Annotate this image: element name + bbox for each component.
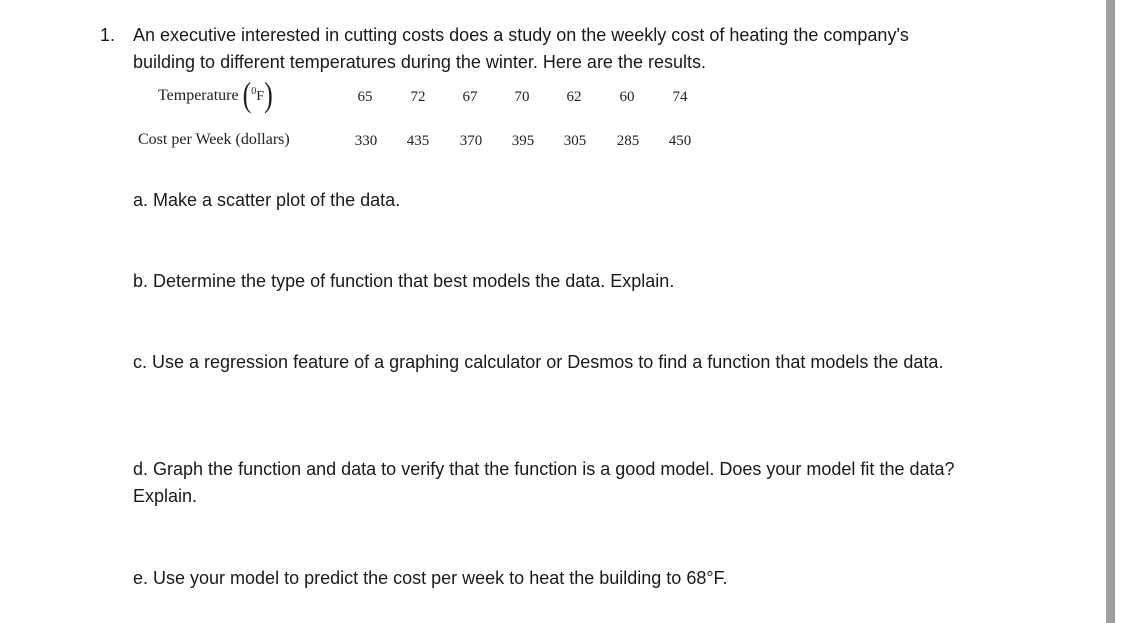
cost-cell: 305	[563, 133, 587, 149]
temperature-cell: 74	[672, 89, 688, 105]
close-paren: )	[264, 74, 273, 114]
cost-cell: 450	[668, 133, 692, 149]
cost-cell: 435	[406, 133, 430, 149]
temperature-cell: 70	[514, 89, 530, 105]
question-intro: An executive interested in cutting costs does a study on the weekly cost of heating the company's building to different temperatures during the winter. Here are the results.	[133, 25, 909, 72]
part-d-text: d. Graph the function and data to verify that the function is a good model. Does your model fit the data? Explain.	[133, 459, 955, 506]
part-e-text: e. Use your model to predict the cost per week to heat the building to 68°F.	[133, 568, 728, 588]
part-c-text: c. Use a regression feature of a graphing calculator or Desmos to find a function that models the data.	[133, 352, 944, 372]
open-paren: (	[242, 74, 252, 114]
temperature-cell: 72	[410, 89, 426, 105]
temperature-label	[158, 74, 273, 114]
cost-cell: 330	[354, 133, 378, 149]
temperature-cell: 67	[462, 89, 478, 105]
part-b-text: b. Determine the type of function that best models the data. Explain.	[133, 271, 675, 291]
degree-symbol: 0	[251, 86, 257, 97]
fahrenheit-letter: F	[256, 89, 265, 104]
cost-cell: 395	[511, 133, 535, 149]
temperature-cell: 60	[619, 89, 635, 105]
cost-label: Cost per Week (dollars)	[138, 131, 290, 148]
temperature-label-text: Temperature	[158, 87, 239, 104]
cost-cell: 370	[459, 133, 483, 149]
temperature-unit	[251, 86, 265, 104]
temperature-cell: 65	[357, 89, 373, 105]
temperature-cell: 62	[566, 89, 582, 105]
question-number: 1.	[100, 25, 116, 45]
cost-cell: 285	[616, 133, 640, 149]
page-right-border	[1106, 0, 1115, 623]
part-a-text: a. Make a scatter plot of the data.	[133, 190, 401, 210]
